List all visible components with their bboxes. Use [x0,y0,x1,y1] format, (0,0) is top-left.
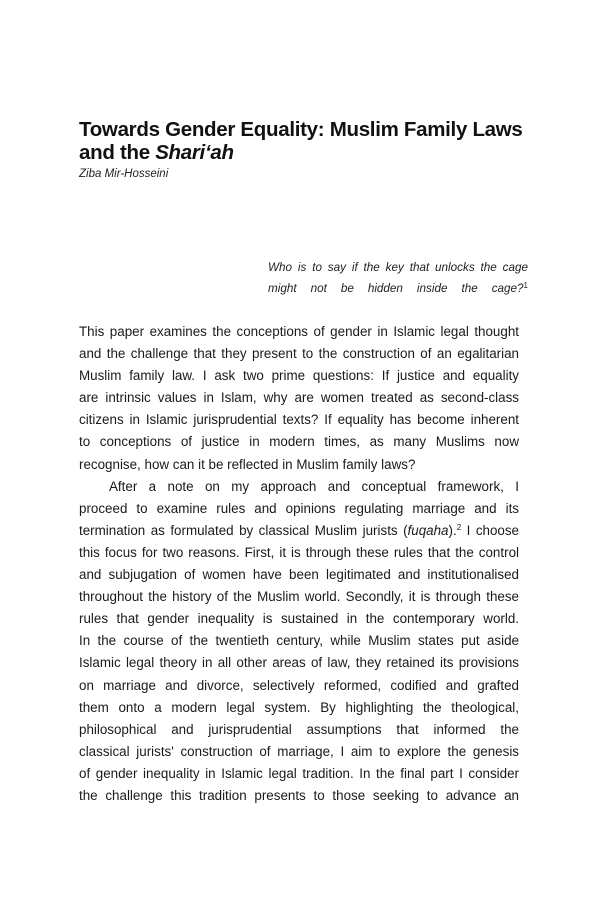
epigraph [268,258,528,299]
p1-line: citizens in Islamic jurisprudential texts? If equality has become inherent [79,412,519,428]
paragraph-2 [79,476,519,807]
p2-line: In the course of the twentieth century, while Muslim states put aside [79,633,519,649]
p1-line: are intrinsic values in Islam, why are women treated as second-class [79,390,519,406]
p2-line: of gender inequality in Islamic legal tradition. In the final part I consider [79,765,519,781]
p1-line: Muslim family law. I ask two prime questions: If justice and equality [79,368,519,384]
p2-line3-before: termination as formulated by classical Muslim jurists ( [79,522,408,538]
chapter-title [79,118,539,164]
p2-line: them onto a modern legal system. By highlighting the theological, [79,699,519,715]
p2-line: the challenge this tradition presents to those seeking to advance an [79,787,519,803]
paragraph-1 [79,321,519,476]
p2-line: throughout the history of the Muslim world. Secondly, it is through these [79,589,519,605]
footnote-ref-1: 1 [523,280,528,290]
p2-line-fuqaha [79,520,519,542]
epigraph-line-2 [268,279,528,300]
p2-line: Islamic legal theory in all other areas of law, they retained its provisions [79,655,519,671]
p2-line: and subjugation of women have been legitimated and institutionalised [79,567,519,583]
p1-line: and the challenge that they present to the construction of an egalitarian [79,346,519,362]
chapter-title-line-1: Towards Gender Equality: Muslim Family Laws [79,118,523,141]
p2-line: rules that gender inequality is sustained in the contemporary world. [79,611,519,627]
epigraph-line-2-text: might not be hidden inside the cage? [268,281,524,295]
p2-line3-end: I choose [461,522,520,538]
p2-line: this focus for two reasons. First, it is through these rules that the control [79,544,519,560]
p2-line: philosophical and jurisprudential assumptions that informed the [79,721,519,737]
fuqaha-term: fuqaha [407,522,449,538]
footnote-ref-2: 2 [456,522,462,532]
epigraph-line-1: Who is to say if the key that unlocks the cage [268,261,528,274]
p2-line: classical jurists' construction of marriage, I aim to explore the genesis [79,743,519,759]
p2-line: on marriage and divorce, selectively reformed, codified and grafted [79,677,519,693]
p1-line: recognise, how can it be reflected in Muslim family laws? [79,456,416,472]
author-name: Ziba Mir-Hosseini [79,168,169,180]
p1-line: This paper examines the conceptions of gender in Islamic legal thought [79,324,519,339]
body-text [79,321,519,807]
p2-line: After a note on my approach and conceptual framework, I [109,478,519,494]
chapter-header [79,118,539,180]
p2-line3-after: ). [448,522,457,538]
p1-line: to conceptions of justice in modern times, as many Muslims now [79,434,519,450]
p2-line: proceed to examine rules and opinions regulating marriage and its [79,500,519,516]
chapter-title-shariah: Shari‘ah [155,141,234,164]
chapter-title-line-2-prefix: and the [79,141,156,164]
